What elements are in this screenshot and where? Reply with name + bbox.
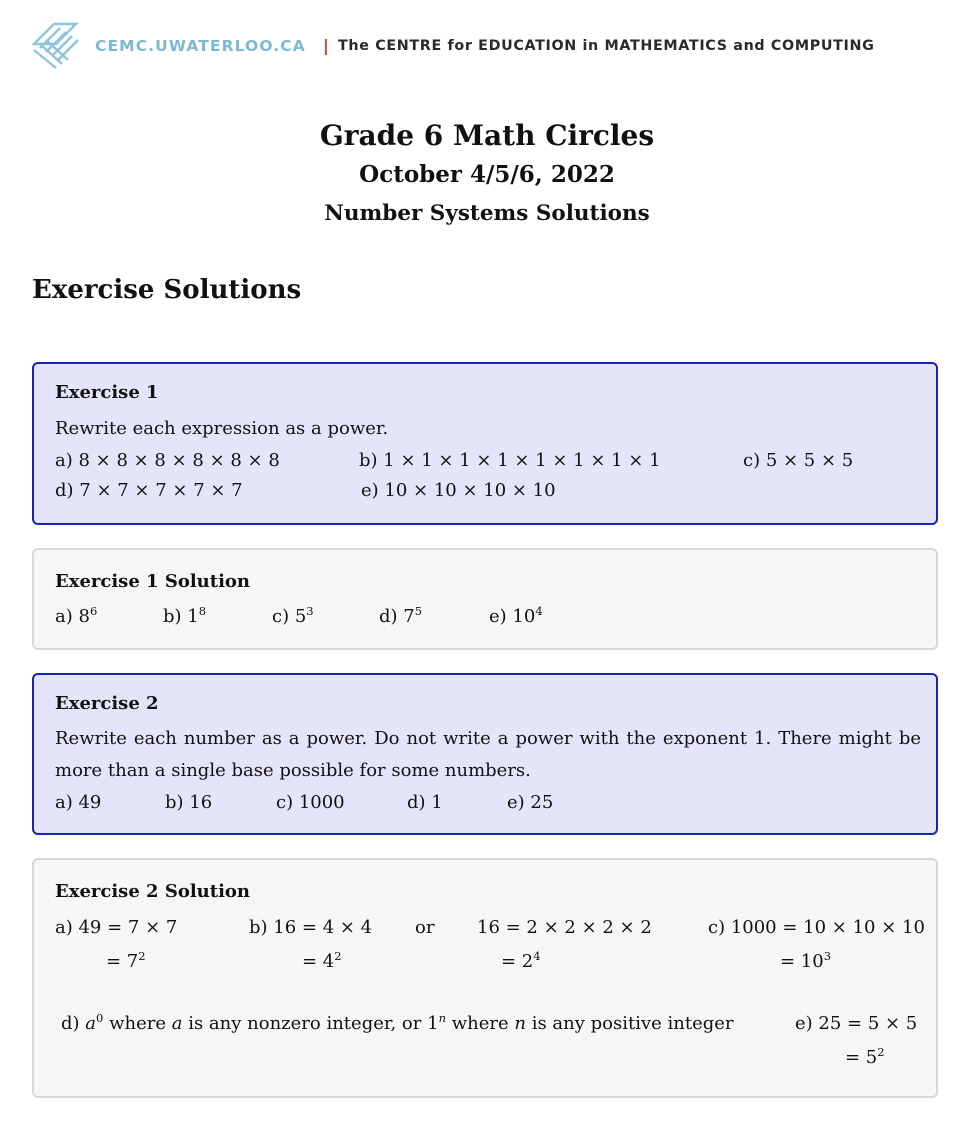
title-line-2: October 4/5/6, 2022: [359, 161, 615, 188]
solution-2-b-alt-line-2: = $2^4$: [501, 949, 541, 972]
exercise-2-item-e: e) 25: [507, 792, 554, 813]
exercise-1-title: Exercise 1: [55, 382, 159, 403]
solution-1-d: d) $7^5$: [379, 604, 423, 627]
title-line-1: Grade 6 Math Circles: [319, 119, 655, 152]
exercise-2-item-d: d) 1: [407, 792, 443, 813]
exercise-2-solution-box: [32, 858, 938, 1098]
exercise-2-title: Exercise 2: [55, 693, 159, 714]
exercise-1-prompt: Rewrite each expression as a power.: [55, 418, 389, 439]
organization-name: The CENTRE for EDUCATION in MATHEMATICS and COMPUTING: [338, 38, 875, 54]
solution-2-d: d) $a^0$ where a is any nonzero integer, or 1$^n$ where n is any positive integer: [61, 1011, 734, 1034]
exercise-1-item-e: e) 10 × 10 × 10 × 10: [361, 480, 556, 501]
site-header: [32, 22, 947, 72]
solution-1-a: a) $8^6$: [55, 604, 98, 627]
exercise-2-item-c: c) 1000: [276, 792, 345, 813]
exercise-2-solution-title: Exercise 2 Solution: [55, 881, 251, 902]
header-separator: |: [323, 36, 329, 55]
exercise-2-item-a: a) 49: [55, 792, 102, 813]
section-heading: Exercise Solutions: [32, 275, 302, 305]
exercise-1-item-c: c) 5 × 5 × 5: [743, 450, 854, 471]
solution-2-e-line-2: = $5^2$: [845, 1045, 885, 1068]
exercise-1-item-a: a) 8 × 8 × 8 × 8 × 8 × 8: [55, 450, 280, 471]
exercise-2-box: [32, 673, 938, 835]
solution-2-b-line-2: = $4^2$: [302, 949, 342, 972]
solution-1-c: c) $5^3$: [272, 604, 314, 627]
exercise-1-item-b: b) 1 × 1 × 1 × 1 × 1 × 1 × 1 × 1: [359, 450, 661, 471]
document-title: [0, 116, 974, 234]
exercise-2-item-b: b) 16: [165, 792, 213, 813]
solution-2-b-alt-line-1: 16 = 2 × 2 × 2 × 2: [477, 917, 652, 938]
exercise-1-item-d: d) 7 × 7 × 7 × 7 × 7: [55, 480, 243, 501]
title-line-3: Number Systems Solutions: [324, 201, 650, 226]
exercise-1-solution-title: Exercise 1 Solution: [55, 571, 251, 592]
exercise-1-solution-box: [32, 548, 938, 650]
solution-2-c-line-2: = $10^3$: [780, 949, 832, 972]
site-url[interactable]: CEMC.UWATERLOO.CA: [95, 37, 306, 55]
solution-2-b-line-1: b) 16 = 4 × 4: [249, 917, 373, 938]
exercise-2-prompt: Rewrite each number as a power. Do not write a power with the exponent 1. There might be more than a single base possible for some numbers.: [55, 728, 921, 781]
solution-2-or: or: [415, 917, 435, 938]
exercise-1-box: [32, 362, 938, 525]
cemc-logo-icon: [32, 22, 88, 70]
solution-2-a-line-2: = $7^2$: [106, 949, 146, 972]
solution-1-e: e) $10^4$: [489, 604, 543, 627]
solution-1-b: b) $1^8$: [163, 604, 207, 627]
solution-2-e-line-1: e) 25 = 5 × 5: [795, 1013, 918, 1034]
solution-2-a-line-1: a) 49 = 7 × 7: [55, 917, 178, 938]
solution-2-c-line-1: c) 1000 = 10 × 10 × 10: [708, 917, 925, 938]
